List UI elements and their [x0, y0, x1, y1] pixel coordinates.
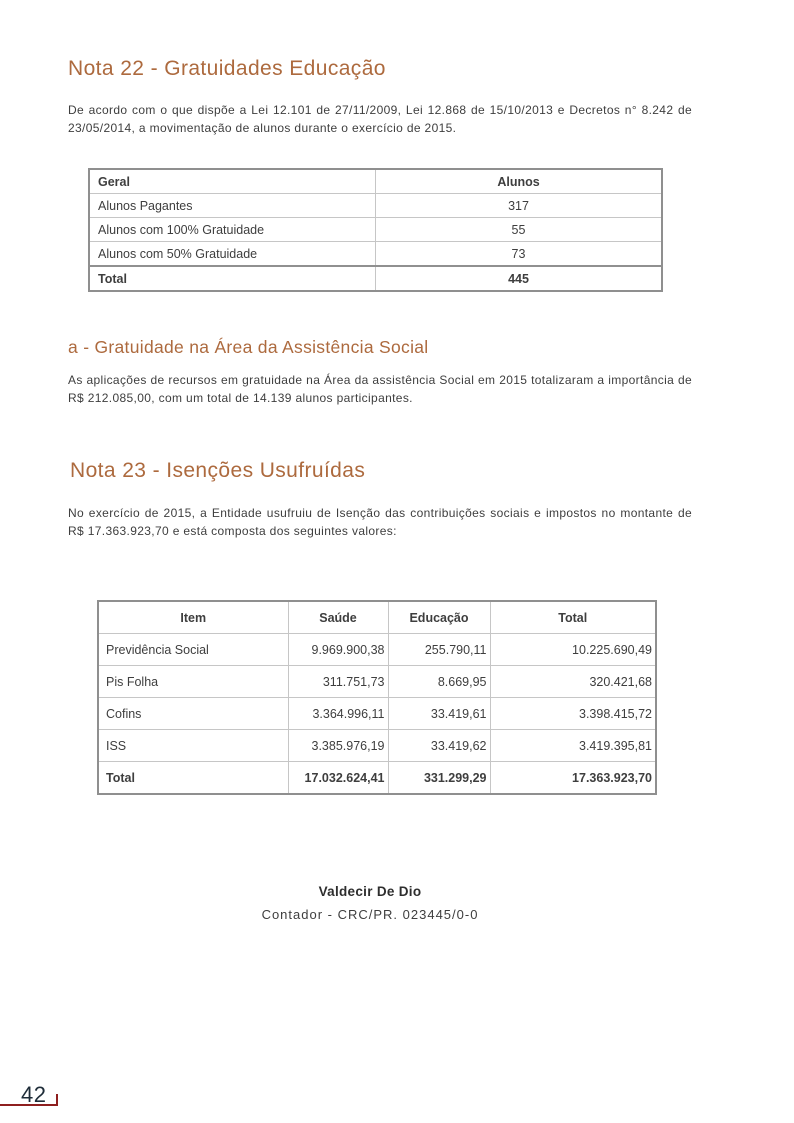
table-row [98, 666, 656, 698]
row-saude: 3.385.976,19 [288, 730, 388, 762]
row-saude: 311.751,73 [288, 666, 388, 698]
row-total: 10.225.690,49 [490, 634, 656, 666]
page-number: 42 [21, 1082, 47, 1107]
total-total: 17.363.923,70 [490, 762, 656, 795]
signature-role: Contador - CRC/PR. 023445/0-0 [261, 907, 479, 922]
col-header-item: Item [98, 601, 288, 634]
row-label: Alunos com 50% Gratuidade [89, 242, 376, 267]
col-header-geral: Geral [89, 169, 376, 194]
row-item: Pis Folha [98, 666, 288, 698]
row-educacao: 255.790,11 [388, 634, 490, 666]
signature-block [0, 884, 740, 922]
note23-intro-paragraph: No exercício de 2015, a Entidade usufruiu de Isenção das contribuições sociais e impostos no montante de R$ 17.363.923,70 e está composta dos seguintes valores: [68, 506, 692, 538]
row-item: ISS [98, 730, 288, 762]
col-header-educacao: Educação [388, 601, 490, 634]
total-saude: 17.032.624,41 [288, 762, 388, 795]
table-total-row [98, 762, 656, 795]
table-row [98, 634, 656, 666]
col-header-saude: Saúde [288, 601, 388, 634]
note23-title: Nota 23 - Isenções Usufruídas [70, 459, 366, 482]
subsection-a-title: a - Gratuidade na Área da Assistência Social [68, 337, 429, 357]
row-educacao: 33.419,61 [388, 698, 490, 730]
table-row [89, 242, 662, 267]
gratuidades-table [88, 168, 663, 292]
row-item: Cofins [98, 698, 288, 730]
row-educacao: 8.669,95 [388, 666, 490, 698]
total-educacao: 331.299,29 [388, 762, 490, 795]
col-header-total: Total [490, 601, 656, 634]
total-label: Total [89, 266, 376, 291]
table-row [98, 730, 656, 762]
row-saude: 9.969.900,38 [288, 634, 388, 666]
row-item: Previdência Social [98, 634, 288, 666]
total-value: 445 [376, 266, 663, 291]
row-total: 3.398.415,72 [490, 698, 656, 730]
table-row [98, 698, 656, 730]
col-header-alunos: Alunos [376, 169, 663, 194]
table-header-row [89, 169, 662, 194]
row-label: Alunos Pagantes [89, 194, 376, 218]
row-total: 320.421,68 [490, 666, 656, 698]
table-row [89, 218, 662, 242]
signature-name: Valdecir De Dio [318, 884, 422, 899]
note22-intro-paragraph: De acordo com o que dispõe a Lei 12.101 de 27/11/2009, Lei 12.868 de 15/10/2013 e Decretos n° 8.242 de 23/05/2014, a movimentação de alunos durante o exercício de 2015. [68, 103, 692, 135]
row-label: Alunos com 100% Gratuidade [89, 218, 376, 242]
row-value: 55 [376, 218, 663, 242]
table-row [89, 194, 662, 218]
row-value: 317 [376, 194, 663, 218]
subsection-a-paragraph: As aplicações de recursos em gratuidade na Área da assistência Social em 2015 totalizaram a importância de R$ 212.085,00, com um total de 14.139 alunos participantes. [68, 373, 692, 405]
table-header-row [98, 601, 656, 634]
row-value: 73 [376, 242, 663, 267]
row-saude: 3.364.996,11 [288, 698, 388, 730]
table-total-row [89, 266, 662, 291]
isencoes-table [97, 600, 657, 795]
note22-title: Nota 22 - Gratuidades Educação [68, 57, 386, 80]
row-total: 3.419.395,81 [490, 730, 656, 762]
total-item: Total [98, 762, 288, 795]
row-educacao: 33.419,62 [388, 730, 490, 762]
